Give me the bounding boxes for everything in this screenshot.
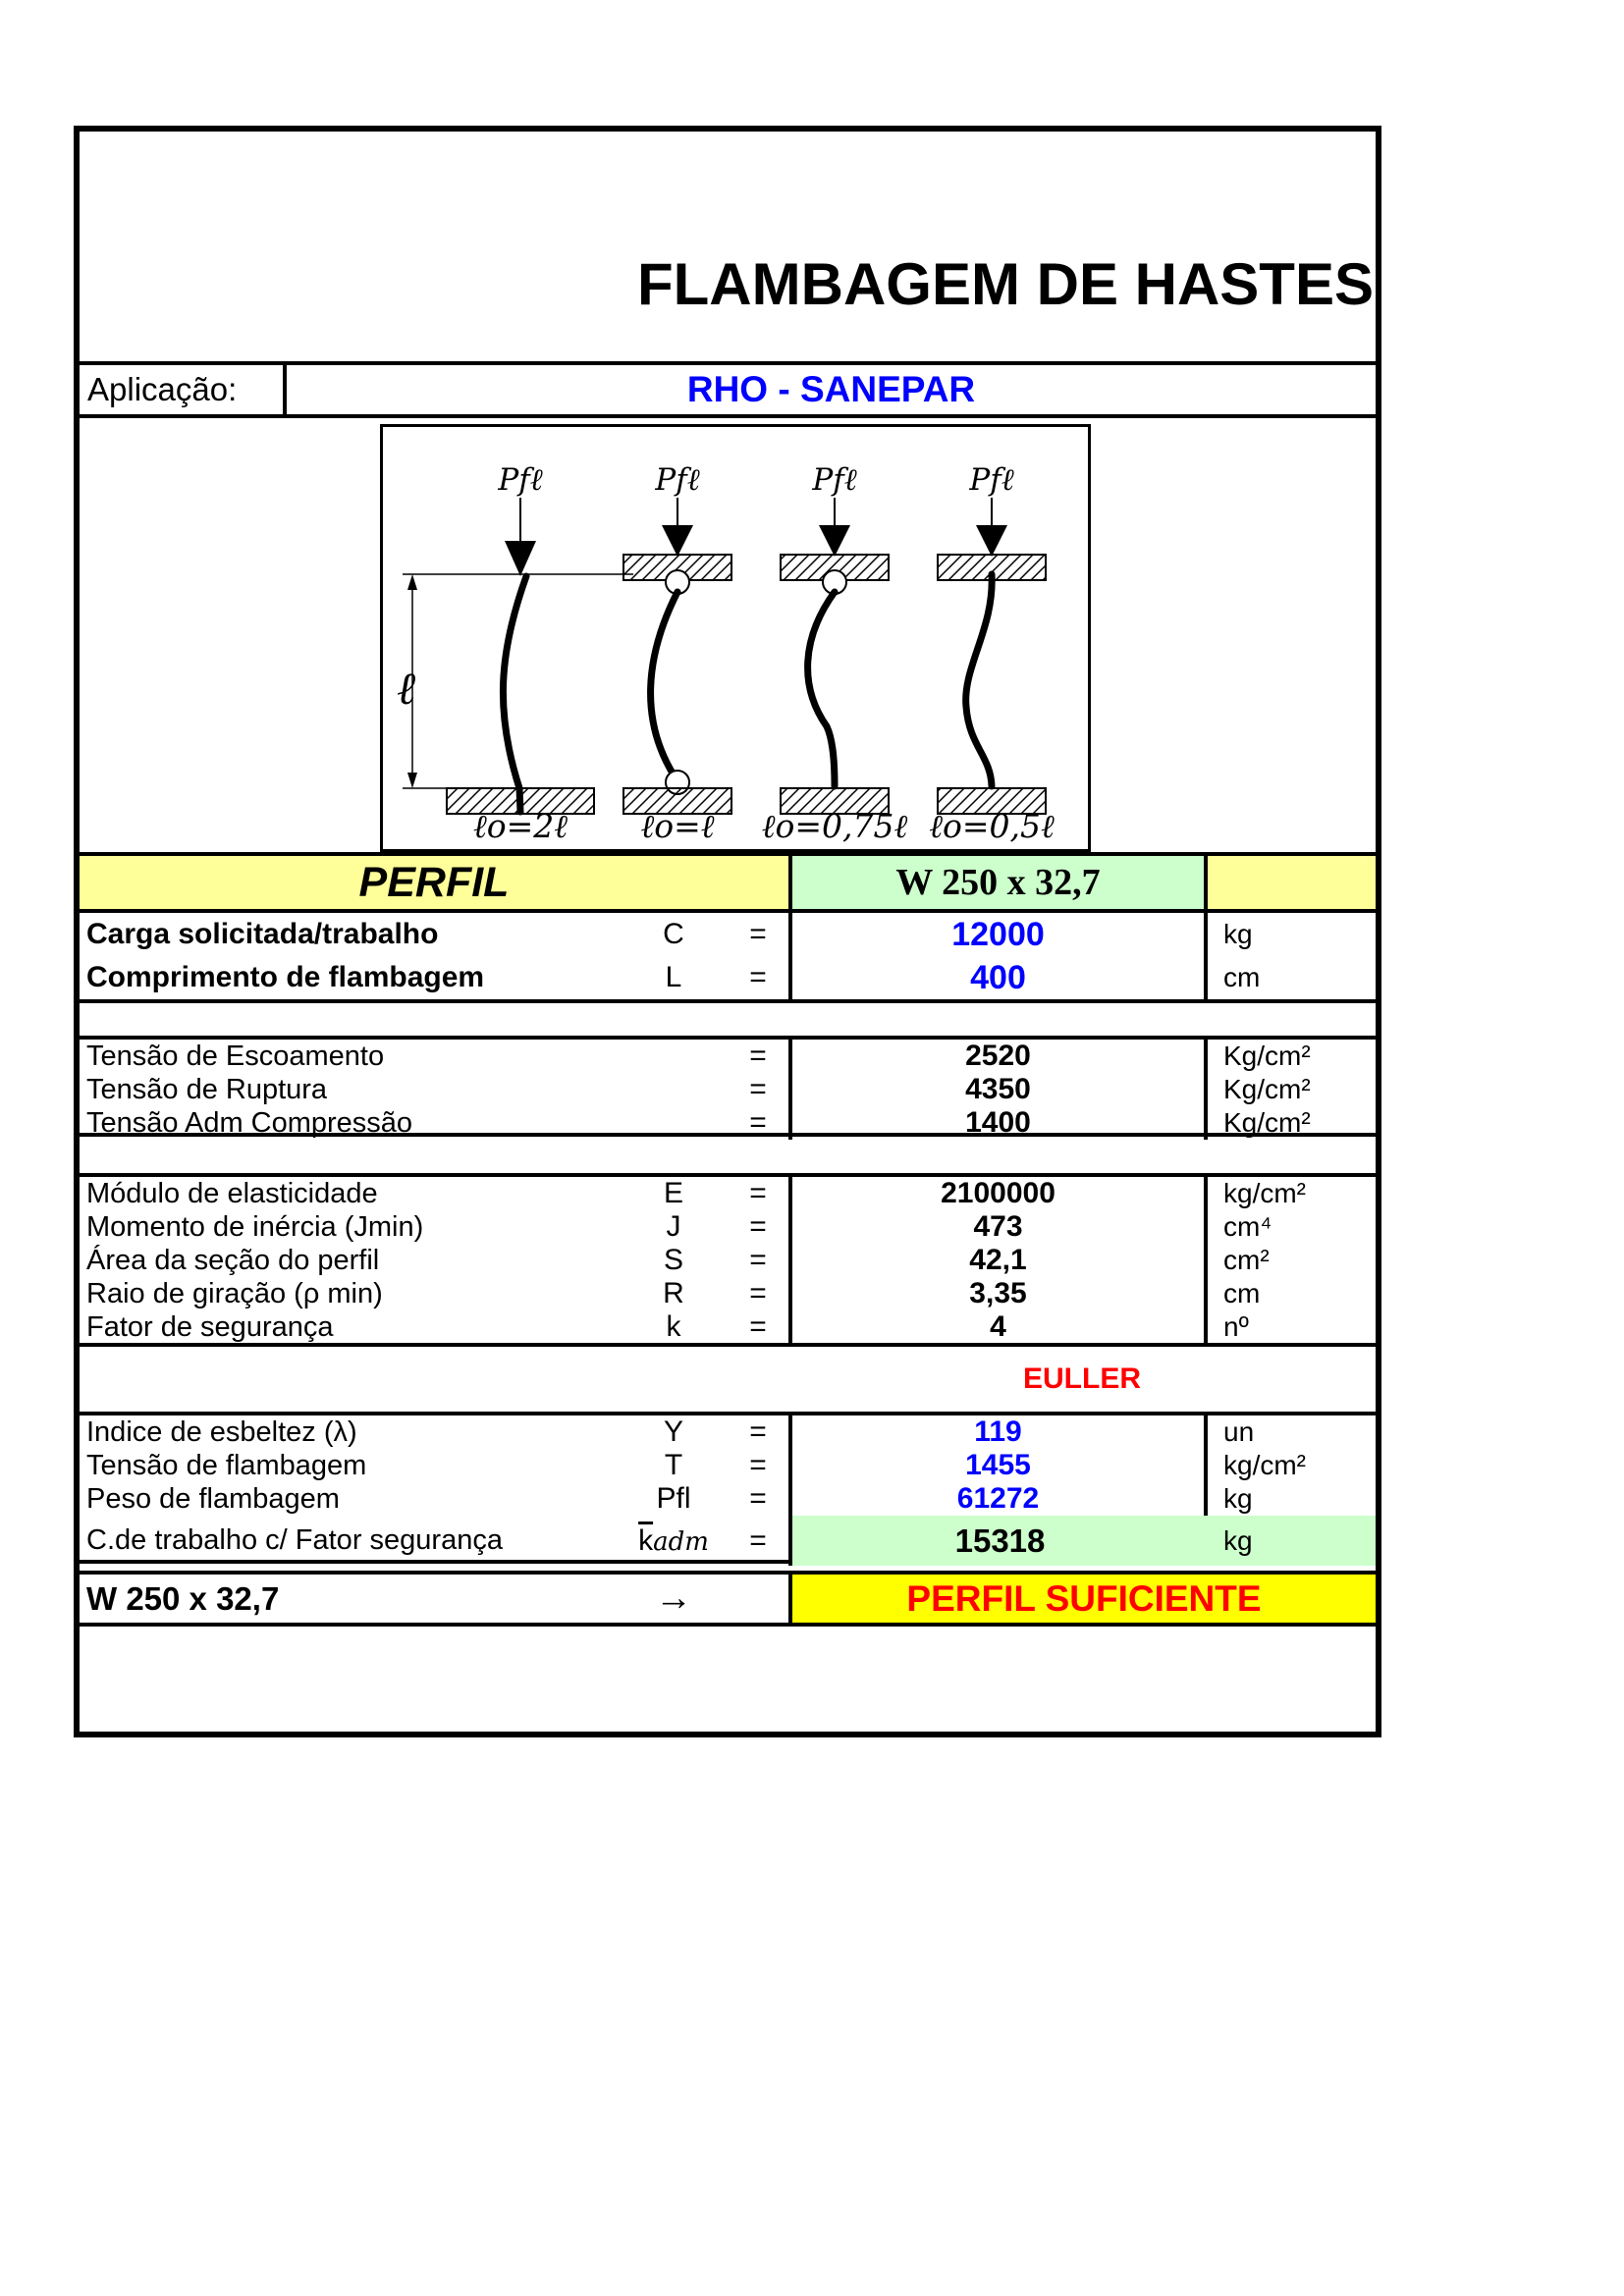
row-label: Momento de inércia (Jmin)	[86, 1210, 424, 1243]
case-4-fixed-fixed	[938, 498, 1046, 814]
load-label-4: Pfℓ	[969, 462, 1014, 498]
unit-label: cm²	[1223, 1245, 1270, 1275]
equals-sign: =	[749, 1210, 767, 1243]
unit-label: Kg/cm²	[1223, 1041, 1311, 1071]
table-row	[80, 1449, 1376, 1482]
row-label: Peso de flambagem	[86, 1482, 340, 1515]
equals-sign: =	[749, 1073, 767, 1105]
page-title: FLAMBAGEM DE HASTES	[637, 251, 1374, 317]
equals-sign: =	[749, 918, 767, 950]
table-row	[80, 1277, 1376, 1310]
title-band	[80, 132, 1376, 361]
row-symbol: T	[664, 1449, 683, 1481]
inputs-block	[80, 913, 1376, 1003]
equals-sign: =	[749, 1449, 767, 1481]
row-label: Raio de giração (ρ min)	[86, 1277, 383, 1309]
dimension-arrow-up	[407, 574, 417, 590]
row-symbol: J	[666, 1210, 681, 1243]
table-row	[80, 1310, 1376, 1344]
unit-label: nº	[1223, 1311, 1249, 1342]
perfil-value-cell[interactable]: W 250 x 32,7	[788, 856, 1208, 909]
dimension-arrow-down	[407, 773, 417, 788]
row-label: Tensão de flambagem	[86, 1449, 367, 1481]
unit-label: cm	[1223, 1278, 1261, 1308]
tensions-block	[80, 1036, 1376, 1137]
application-row	[80, 361, 1376, 418]
equals-sign: =	[749, 1244, 767, 1276]
equals-sign: =	[749, 1040, 767, 1072]
value-cell: 4350	[965, 1073, 1031, 1105]
properties-block	[80, 1173, 1376, 1347]
row-symbol: R	[663, 1277, 684, 1309]
perfil-spare-cell	[1208, 856, 1376, 909]
table-row	[80, 1073, 1376, 1106]
value-cell: 119	[974, 1415, 1022, 1448]
value-cell: 42,1	[969, 1244, 1027, 1276]
unit-label: un	[1223, 1416, 1255, 1447]
table-row	[80, 913, 1376, 956]
value-cell: 2100000	[941, 1177, 1056, 1209]
table-row	[80, 1210, 1376, 1244]
table-row	[80, 1482, 1376, 1516]
equals-sign: =	[749, 1415, 767, 1448]
row-symbol: Y	[663, 1415, 683, 1448]
table-row	[80, 1177, 1376, 1210]
equals-sign: =	[749, 1310, 767, 1343]
value-cell: 1455	[965, 1449, 1031, 1481]
value-cell: 4	[990, 1310, 1006, 1343]
results-block	[80, 1412, 1376, 1564]
equals-sign: =	[749, 1482, 767, 1515]
row-label: Indice de esbeltez (λ)	[86, 1415, 357, 1448]
unit-label: kg	[1208, 1516, 1376, 1566]
equals-sign: =	[749, 961, 767, 993]
row-symbol: C	[663, 918, 684, 950]
unit-label: Kg/cm²	[1223, 1107, 1311, 1138]
case-4-length-label: ℓo=0,5ℓ	[929, 807, 1055, 845]
case-1-length-label: ℓo=2ℓ	[472, 807, 568, 845]
status-badge: PERFIL SUFICIENTE	[788, 1575, 1376, 1623]
table-row	[80, 1040, 1376, 1073]
load-label-2: Pfℓ	[655, 462, 700, 498]
unit-label: kg	[1223, 919, 1253, 949]
buckling-diagram-box	[380, 424, 1091, 852]
row-symbol: L	[665, 961, 682, 993]
value-cell: 3,35	[969, 1277, 1027, 1309]
kadm-symbol: $\overline{k}adm$	[638, 1523, 709, 1557]
row-label: Área da seção do perfil	[86, 1244, 380, 1276]
arrow-right-icon: →	[655, 1577, 692, 1619]
equals-sign: =	[749, 1106, 767, 1139]
load-label-3: Pfℓ	[812, 462, 857, 498]
diagram-band	[80, 418, 1376, 852]
row-label: Tensão Adm Compressão	[86, 1106, 413, 1139]
length-symbol: ℓ	[397, 662, 416, 715]
application-value-cell[interactable]: RHO - SANEPAR	[283, 365, 1376, 414]
case-3-pinned-fixed	[781, 498, 889, 814]
row-label: C.de trabalho c/ Fator segurança	[86, 1524, 503, 1556]
equals-sign: =	[749, 1523, 767, 1557]
row-symbol: Pfl	[656, 1482, 691, 1515]
case-2-pinned-pinned	[623, 498, 731, 814]
application-label: Aplicação:	[87, 371, 238, 407]
unit-label: kg/cm²	[1223, 1450, 1306, 1480]
calc-table	[74, 126, 1381, 1737]
load-label-1: Pfℓ	[498, 462, 543, 498]
case-2-length-label: ℓo=ℓ	[640, 807, 715, 845]
row-label: Tensão de Escoamento	[86, 1040, 385, 1072]
perfil-header: PERFIL	[80, 856, 788, 909]
row-symbol: S	[663, 1244, 683, 1276]
buckling-diagram	[383, 427, 1088, 849]
row-symbol: E	[663, 1177, 683, 1209]
value-cell[interactable]: 400	[970, 958, 1026, 996]
table-row	[80, 1516, 1376, 1566]
unit-label: kg/cm²	[1223, 1178, 1306, 1208]
row-label: Módulo de elasticidade	[86, 1177, 378, 1209]
table-row	[80, 1244, 1376, 1277]
equals-sign: =	[749, 1277, 767, 1309]
unit-label: cm⁴	[1223, 1211, 1272, 1242]
row-label: Carga solicitada/trabalho	[86, 918, 439, 950]
value-cell: 15318	[954, 1522, 1046, 1559]
row-label: Fator de segurança	[86, 1310, 334, 1343]
row-label: Comprimento de flambagem	[86, 961, 485, 993]
perfil-row	[80, 852, 1376, 913]
equals-sign: =	[749, 1177, 767, 1209]
case-3-length-label: ℓo=0,75ℓ	[761, 807, 908, 845]
case-1-cantilever	[447, 498, 594, 814]
value-cell: 473	[973, 1210, 1023, 1243]
table-row	[80, 956, 1376, 999]
conclusion-row	[80, 1571, 1376, 1627]
table-row	[80, 1106, 1376, 1140]
value-cell: 2520	[965, 1040, 1031, 1072]
value-cell: 61272	[956, 1482, 1040, 1515]
unit-label: cm	[1223, 962, 1261, 992]
table-row	[80, 1415, 1376, 1449]
value-cell[interactable]: 12000	[951, 915, 1045, 953]
conclusion-profile: W 250 x 32,7	[86, 1579, 280, 1617]
row-symbol: k	[666, 1310, 681, 1343]
unit-label: kg	[1223, 1483, 1253, 1514]
method-label: EULLER	[1023, 1362, 1141, 1395]
unit-label: Kg/cm²	[1223, 1074, 1311, 1104]
row-label: Tensão de Ruptura	[86, 1073, 328, 1105]
value-cell: 1400	[965, 1106, 1031, 1139]
